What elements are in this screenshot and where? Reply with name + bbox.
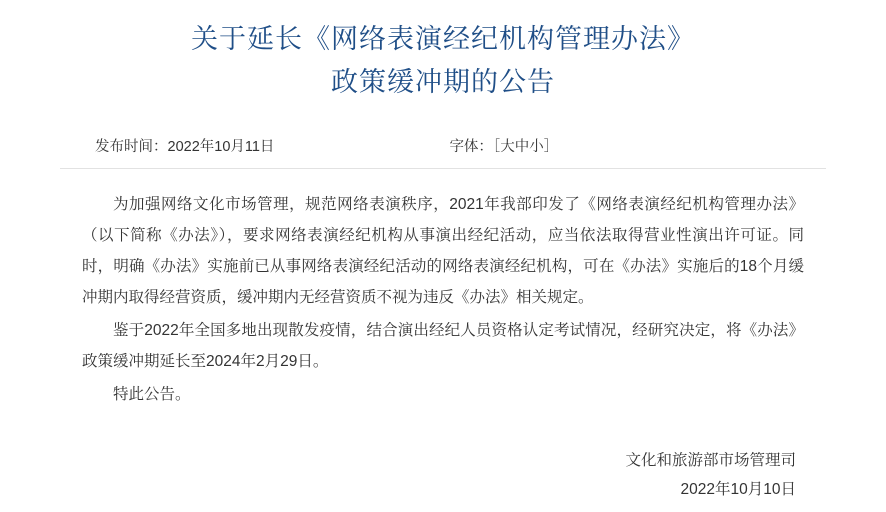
font-size-options [500, 139, 544, 155]
body-paragraph-1: 为加强网络文化市场管理，规范网络表演秩序，2021年我部印发了《网络表演经纪机构管理办法》（以下简称《办法》），要求网络表演经纪机构从事演出经纪活动，应当依法取得营业性演出许可证。同时，明确《办法》实施前已从事网络表演经纪活动的网络表演经纪机构，可在《办法》实施后的18个月缓冲期内取得经营资质，缓冲期内无经营资质不视为违反《办法》相关规定。 [82, 196, 804, 306]
body-paragraph-2: 鉴于2022年全国多地出现散发疫情，结合演出经纪人员资格认定考试情况，经研究决定，将《办法》政策缓冲期延长至2024年2月29日。 [82, 322, 804, 370]
font-size-large-button[interactable]: 大 [500, 138, 515, 155]
page-title-line-2: 政策缓冲期的公告 [331, 67, 555, 97]
font-size-small-button[interactable]: 小 [529, 138, 544, 155]
font-size-label-close: ］ [543, 138, 559, 155]
signature-block [60, 446, 826, 504]
font-size-control [449, 135, 558, 156]
font-size-label: 字体：［ [449, 138, 501, 155]
document-body [60, 189, 826, 410]
publish-time: 发布时间：2022年10月11日 [95, 138, 275, 155]
signature-date: 2022年10月10日 [680, 481, 796, 498]
body-paragraph-3: 特此公告。 [113, 386, 191, 403]
page-title [60, 0, 826, 104]
signature-organization: 文化和旅游部市场管理司 [625, 452, 796, 469]
header-divider [60, 168, 826, 169]
document-meta [60, 132, 826, 158]
font-size-medium-button[interactable]: 中 [514, 138, 530, 155]
page-title-line-1: 关于延长《网络表演经纪机构管理办法》 [191, 24, 695, 54]
